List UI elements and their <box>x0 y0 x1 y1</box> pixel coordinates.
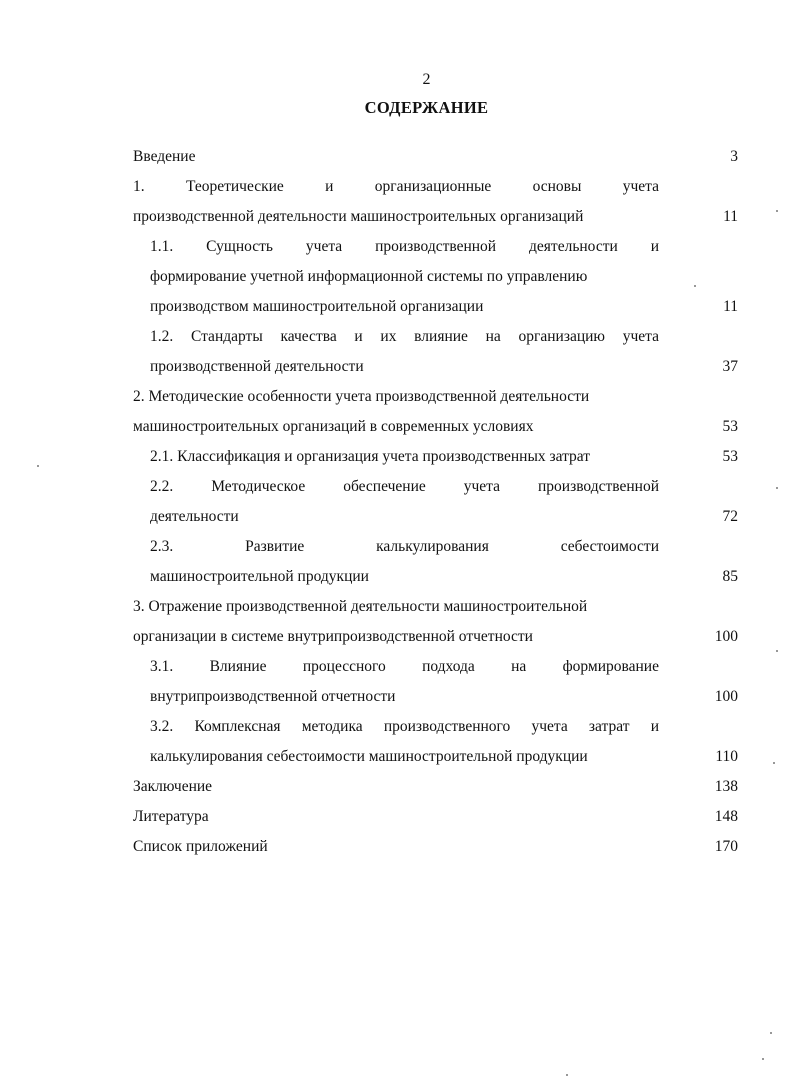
toc-page-number: 148 <box>714 808 738 825</box>
toc-line: организации в системе внутрипроизводственной отчетности <box>133 628 533 645</box>
scan-speck <box>770 1032 772 1034</box>
toc-page-number: 85 <box>722 568 738 585</box>
toc-line: 3.1. Влияние процессного подхода на формирование <box>150 658 659 675</box>
toc-line: машиностроительных организаций в современных условиях <box>133 418 534 435</box>
toc-page-number: 100 <box>714 688 738 705</box>
toc-line: 3. Отражение производственной деятельности машиностроительной <box>133 598 588 615</box>
toc-line: внутрипроизводственной отчетности <box>150 688 396 705</box>
toc-line: 1. Теоретические и организационные основы учета <box>133 178 659 195</box>
toc-line: Заключение <box>133 778 213 795</box>
toc-line: 2.3. Развитие калькулирования себестоимости <box>150 538 659 555</box>
toc-page-number: 72 <box>722 508 738 525</box>
page-title: СОДЕРЖАНИЕ <box>364 98 489 117</box>
toc-line: 1.2. Стандарты качества и их влияние на организацию учета <box>150 328 659 345</box>
toc-page-number: 11 <box>723 208 738 225</box>
toc-line: Список приложений <box>133 838 268 855</box>
toc-page-number: 3 <box>730 148 738 165</box>
toc-line: Введение <box>133 148 196 165</box>
toc-page-number: 53 <box>722 448 738 465</box>
toc-line: формирование учетной информационной системы по управлению <box>150 268 588 285</box>
scan-speck <box>776 210 778 212</box>
toc-page-number: 138 <box>714 778 738 795</box>
toc-line: калькулирования себестоимости машиностроительной продукции <box>150 748 588 765</box>
toc-page-number: 110 <box>715 748 738 765</box>
toc-page-number: 170 <box>714 838 738 855</box>
toc-line: производственной деятельности машиностроительных организаций <box>133 208 584 225</box>
toc-page-number: 37 <box>722 358 738 375</box>
scan-speck <box>776 650 778 652</box>
toc-line: 3.2. Комплексная методика производственного учета затрат и <box>150 718 659 735</box>
toc-page-number: 100 <box>714 628 738 645</box>
toc-line: производством машиностроительной организации <box>150 298 484 315</box>
scan-speck <box>37 465 39 467</box>
toc-line: 2.2. Методическое обеспечение учета производственной <box>150 478 659 495</box>
page-number: 2 <box>422 71 431 88</box>
toc-line: 1.1. Сущность учета производственной деятельности и <box>150 238 659 255</box>
toc-line: производственной деятельности <box>150 358 364 375</box>
toc-line: машиностроительной продукции <box>150 568 369 585</box>
toc-page-number: 11 <box>723 298 738 315</box>
scan-speck <box>762 1058 764 1060</box>
scan-speck <box>776 487 778 489</box>
scan-speck <box>566 1074 568 1076</box>
toc-line: деятельности <box>150 508 239 525</box>
scan-speck <box>694 285 696 287</box>
scan-speck <box>773 762 775 764</box>
toc-line: 2. Методические особенности учета производственной деятельности <box>133 388 590 405</box>
toc-line: 2.1. Классификация и организация учета производственных затрат <box>150 448 591 465</box>
toc-line: Литература <box>133 808 209 825</box>
toc-page-number: 53 <box>722 418 738 435</box>
